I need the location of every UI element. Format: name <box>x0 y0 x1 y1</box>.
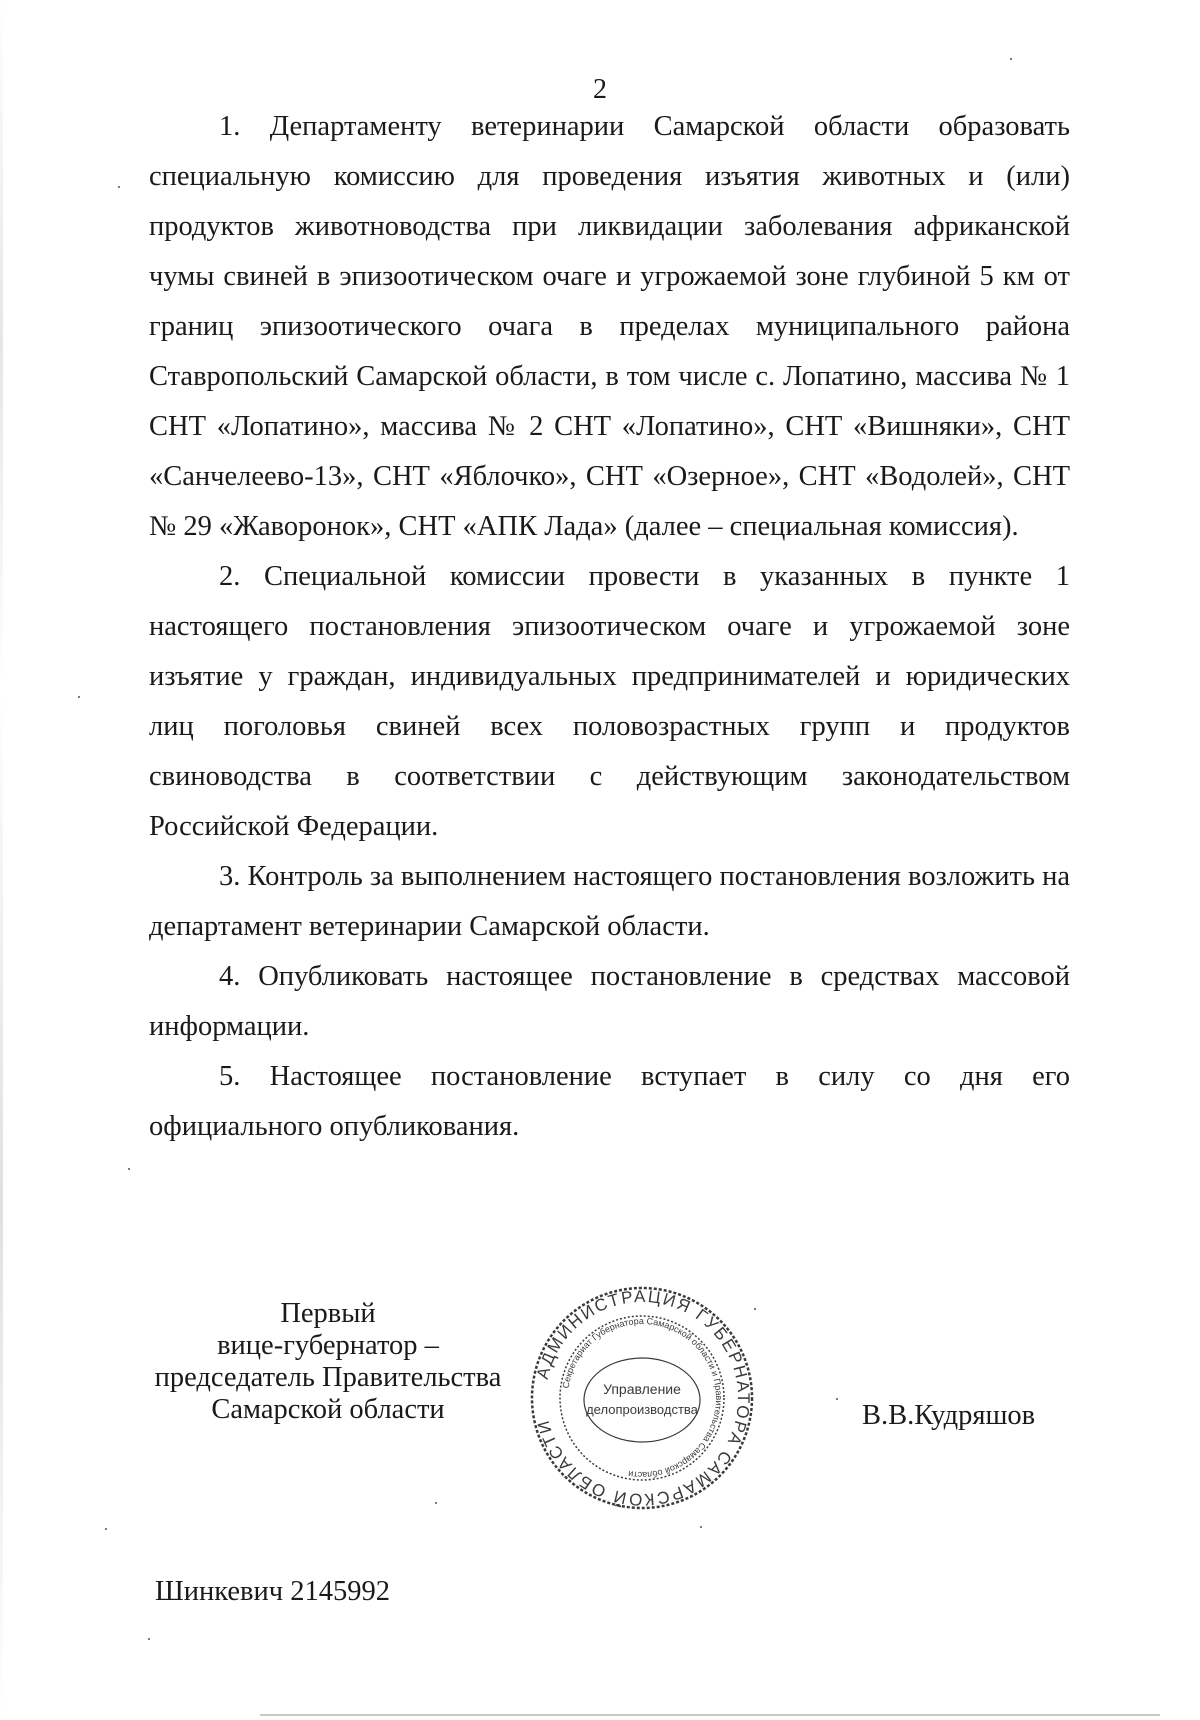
scan-speck <box>128 1168 130 1170</box>
seal-outer-text: АДМИНИСТРАЦИЯ ГУБЕРНАТОРА САМАРСКОЙ ОБЛАСТИ <box>532 1286 754 1510</box>
document-body <box>149 102 1070 1152</box>
signatory-position-line-3: председатель Правительства <box>154 1362 502 1393</box>
scan-bottom-edge <box>260 1714 1160 1716</box>
scan-speck <box>700 1526 702 1528</box>
scan-speck <box>118 186 120 188</box>
scan-speck <box>148 1638 150 1640</box>
scan-speck <box>105 1528 107 1530</box>
scan-edge <box>0 0 3 1720</box>
paragraph-2: 2. Специальной комиссии провести в указанных в пункте 1 настоящего постановления эпизоотическом очаге и угрожаемой зоне изъятие у граждан, индивидуальных предпринимателей и юридических лиц поголовья свиней всех половозрастных групп и продуктов свиноводства в соответствии с действующим законодательством Российской Федерации. <box>149 561 1070 842</box>
signatory-position <box>148 1298 508 1426</box>
scan-speck <box>1010 58 1012 60</box>
scan-speck <box>836 1398 838 1400</box>
signatory-position-line-1: Первый <box>280 1298 376 1329</box>
executor-contact: Шинкевич 2145992 <box>155 1576 390 1607</box>
signatory-name: В.В.Кудряшов <box>862 1400 1036 1431</box>
scan-speck <box>754 1308 756 1310</box>
signatory-position-line-2: вице-губернатор – <box>217 1330 439 1361</box>
seal-center-line-1: Управление <box>603 1381 681 1397</box>
paragraph-4: 4. Опубликовать настоящее постановление в средствах массовой информации. <box>149 961 1070 1042</box>
page-number: 2 <box>593 74 607 105</box>
paragraph-3: 3. Контроль за выполнением настоящего постановления возложить на департамент ветеринарии Самарской области. <box>149 861 1070 942</box>
official-seal <box>528 1284 756 1512</box>
signatory-position-line-4: Самарской области <box>211 1394 445 1425</box>
scan-speck <box>78 696 80 698</box>
seal-center-line-2: делопроизводства <box>586 1402 698 1417</box>
paragraph-5: 5. Настоящее постановление вступает в силу со дня его официального опубликования. <box>149 1061 1070 1142</box>
seal-middle-text: Секретариат Губернатора Самарской области и Правительства Самарской области <box>560 1315 725 1481</box>
paragraph-1: 1. Департаменту ветеринарии Самарской области образовать специальную комиссию для проведения изъятия животных и (или) продуктов животноводства при ликвидации заболевания африканской чумы свиней в эпизоотическом очаге и угрожаемой зоне глубиной 5 км от границ эпизоотического очага в пределах муниципального района Ставропольский Самарской области, в том числе с. Лопатино, массива № 1 СНТ «Лопатино», массива № 2 СНТ «Лопатино», СНТ «Вишняки», СНТ «Санчелеево-13», СНТ «Яблочко», СНТ «Озерное», СНТ «Водолей», СНТ № 29 «Жаворонок», СНТ «АПК Лада» (далее – специальная комиссия). <box>149 111 1070 542</box>
scan-speck <box>435 1502 437 1504</box>
